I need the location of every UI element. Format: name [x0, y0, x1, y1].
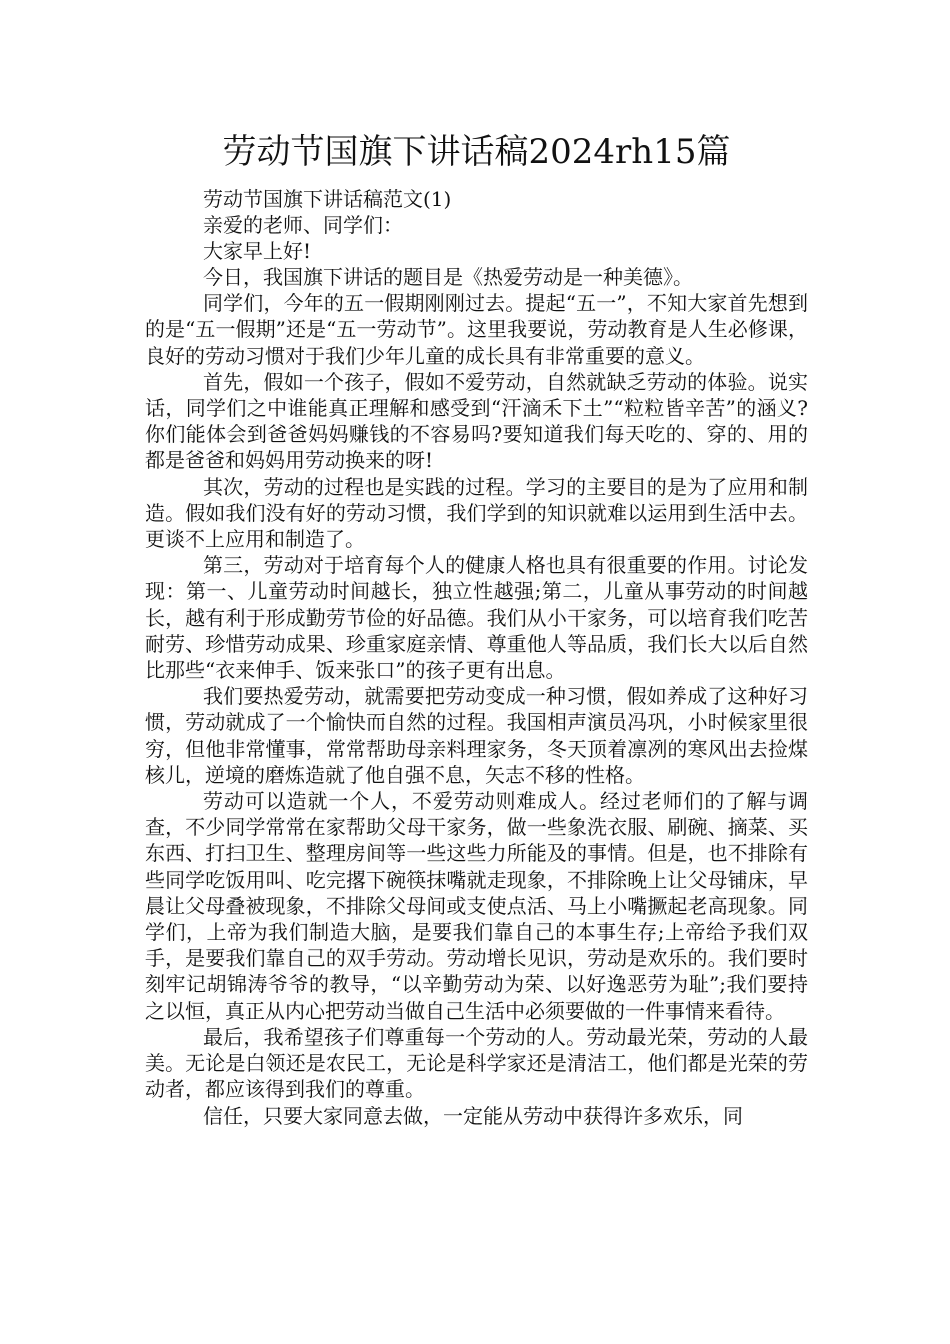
document-subtitle: 劳动节国旗下讲话稿范文(1) [203, 187, 452, 211]
paragraph-8: 最后，我希望孩子们尊重每一个劳动的人。劳动最光荣，劳动的人最美。无论是白领还是农民工，无论是科学家还是清洁工，他们都是光荣的劳动者，都应该得到我们的尊重。 [145, 1024, 808, 1102]
paragraph-1: 今日，我国旗下讲话的题目是《热爱劳动是一种美德》。 [203, 265, 693, 289]
paragraph-2: 同学们，今年的五一假期刚刚过去。提起“五一”，不知大家首先想到的是“五一假期”还是“五一劳动节”。这里我要说，劳动教育是人生必修课，良好的劳动习惯对于我们少年儿童的成长具有非常重要的意义。 [145, 291, 808, 368]
paragraph-6: 我们要热爱劳动，就需要把劳动变成一种习惯，假如养成了这种好习惯，劳动就成了一个愉快而自然的过程。我国相声演员冯巩，小时候家里很穷，但他非常懂事，常常帮助母亲料理家务，冬天顶着凛冽的寒风出去捡煤核儿，逆境的磨炼造就了他自强不息，矢志不移的性格。 [145, 684, 808, 787]
document-title: 劳动节国旗下讲话稿2024rh15篇 [222, 132, 731, 172]
paragraph-7: 劳动可以造就一个人，不爱劳动则难成人。经过老师们的了解与调查，不少同学常常在家帮助父母干家务，做一些象洗衣服、刷碗、摘菜、买东西、打扫卫生、整理房间等一些这些力所能及的事情。但是，也不排除有些同学吃饭用叫、吃完撂下碗筷抹嘴就走现象，不排除晚上让父母铺床，早晨让父母叠被现象，不排除父母间或支使点活、马上小嘴撅起老高现象。同学们，上帝为我们制造大脑，是要我们靠自己的本事生存;上帝给予我们双手，是要我们靠自己的双手劳动。劳动增长见识，劳动是欢乐的。我们要时刻牢记胡锦涛爷爷的教导，“以辛勤劳动为荣、以好逸恶劳为耻”;我们要持之以恒，真正从内心把劳动当做自己生活中必须要做的一件事情来看待。 [145, 789, 808, 1023]
paragraph-3: 首先，假如一个孩子，假如不爱劳动，自然就缺乏劳动的体验。说实话，同学们之中谁能真正理解和感受到“汗滴禾下土”“粒粒皆辛苦”的涵义?你们能体会到爸爸妈妈赚钱的不容易吗?要知道我们每天吃的、穿的、用的都是爸爸和妈妈用劳动换来的呀! [145, 369, 808, 473]
paragraph-5: 第三，劳动对于培育每个人的健康人格也具有很重要的作用。讨论发现：第一、儿童劳动时间越长，独立性越强;第二，儿童从事劳动的时间越长，越有利于形成勤劳节俭的好品德。我们从小干家务，可以培育我们吃苦耐劳、珍惜劳动成果、珍重家庭亲情、尊重他人等品质，我们长大以后自然比那些“衣来伸手、饭来张口”的孩子更有出息。 [145, 553, 808, 683]
paragraph-4: 其次，劳动的过程也是实践的过程。学习的主要目的是为了应用和制造。假如我们没有好的劳动习惯，我们学到的知识就难以运用到生活中去。更谈不上应用和制造了。 [145, 474, 808, 552]
greeting: 大家早上好! [203, 239, 312, 263]
document-page [145, 128, 808, 1129]
paragraph-9: 信任，只要大家同意去做，一定能从劳动中获得许多欢乐，同 [203, 1103, 743, 1128]
salutation: 亲爱的老师、同学们： [203, 213, 403, 237]
